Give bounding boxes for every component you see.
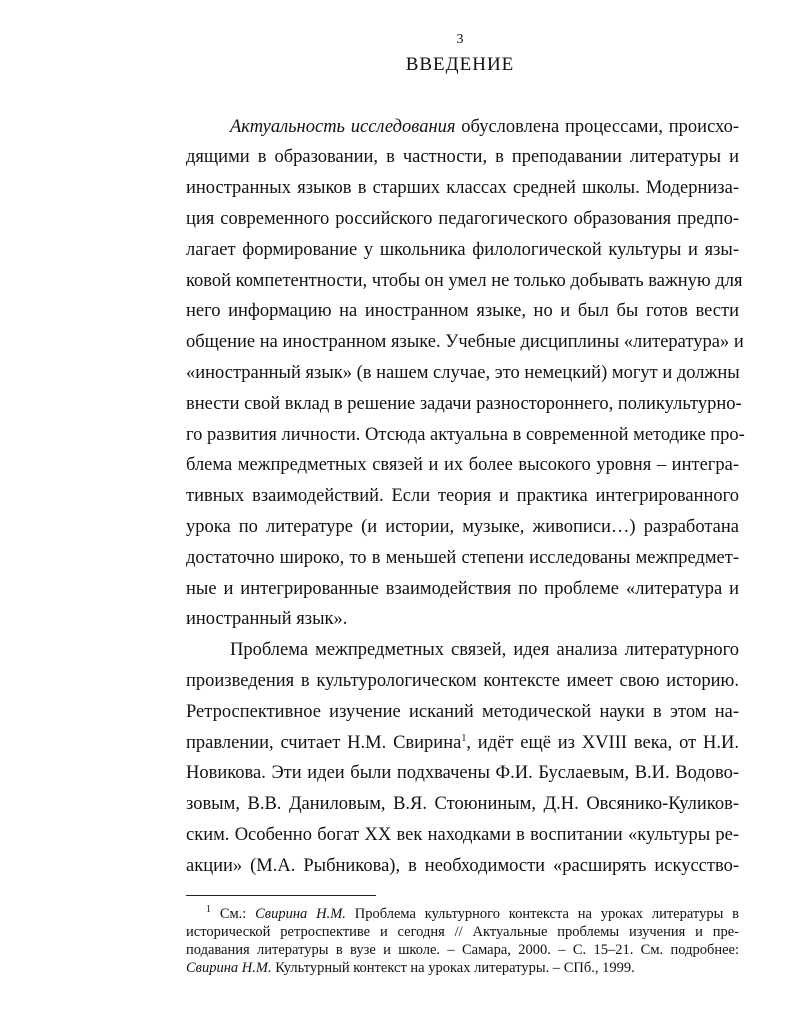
paragraph-line: «иностранный язык» (в нашем случае, это немецкий) могут и должны [186, 363, 740, 383]
paragraph-line: Ретроспективное изучение исканий методической науки в этом на- [186, 702, 739, 722]
paragraph-line: общение на иностранном языке. Учебные дисциплины «литература» и [186, 332, 744, 352]
paragraph-line: него информацию на иностранном языке, но и был бы готов вести [186, 301, 739, 321]
paragraph-line: произведения в культурологическом контексте имеет свою историю. [186, 671, 739, 691]
footnote-line: $^1$ См.: Свирина Н.М. Проблема культурного контекста на уроках литературы в [206, 904, 739, 922]
paragraph-line: Новикова. Эти идеи были подхвачены Ф.И. Буслаевым, В.И. Водово- [186, 763, 739, 783]
paragraph-line: Проблема межпредметных связей, идея анализа литературного [230, 640, 739, 660]
paragraph-line: го развития личности. Отсюда актуальна в современной методике про- [186, 425, 745, 445]
paragraph-line: ковой компетентности, чтобы он умел не только добывать важную для [186, 271, 743, 291]
paragraph-line: акции» (М.А. Рыбникова), в необходимости «расширять искусство- [186, 856, 739, 876]
emphasis-text: Свирина Н.М. [186, 960, 272, 976]
paragraph-line: иностранный язык». [186, 609, 348, 629]
paragraph-line: тивных взаимодействий. Если теория и практика интегрированного [186, 486, 739, 506]
paragraph-line: правлении, считает Н.М. Свирина$^1$, идёт ещё из XVIII века, от Н.И. [186, 732, 739, 753]
emphasis-text: Актуальность исследования [230, 117, 456, 137]
paragraph-line: блема межпредметных связей и их более высокого уровня – интегра- [186, 455, 739, 475]
footnote-reference[interactable]: 1 [461, 732, 467, 744]
section-heading: ВВЕДЕНИЕ [405, 54, 515, 75]
paragraph-line: внести свой вклад в решение задачи разностороннего, поликультурно- [186, 394, 742, 414]
footnote-marker: 1 [206, 904, 211, 916]
page-number: 3 [456, 32, 464, 47]
paragraph-line: зовым, В.В. Даниловым, В.Я. Стоюниным, Д.Н. Овсянико-Куликов- [186, 794, 739, 814]
paragraph-line: ским. Особенно богат XX век находками в воспитании «культуры ре- [186, 825, 739, 845]
paragraph-line: ция современного российского педагогического образования предпо- [186, 209, 739, 229]
paragraph-line: лагает формирование у школьника филологической культуры и язы- [186, 240, 739, 260]
paragraph-line: урока по литературе (и истории, музыке, живописи…) разработана [186, 517, 739, 537]
paragraph-line: дящими в образовании, в частности, в преподавании литературы и [186, 147, 739, 167]
emphasis-text: Свирина Н.М. [255, 906, 346, 922]
paragraph-line: иностранных языков в старших классах средней школы. Модерниза- [186, 178, 739, 198]
paragraph-line: ные и интегрированные взаимодействия по проблеме «литература и [186, 579, 739, 599]
paragraph-line: достаточно широко, то в меньшей степени исследованы межпредмет- [186, 548, 739, 568]
footnote-line: подавания литературы в вузе и школе. – Самара, 2000. – С. 15–21. См. подробнее: [186, 942, 739, 958]
footnote-line: Свирина Н.М. Культурный контекст на уроках литературы. – СПб., 1999. [186, 960, 635, 976]
paragraph-line: Актуальность исследования обусловлена процессами, происхо- [230, 117, 739, 137]
footnote-line: исторической ретроспективе и сегодня // Актуальные проблемы изучения и пре- [186, 924, 739, 940]
footnote-divider [186, 895, 376, 896]
